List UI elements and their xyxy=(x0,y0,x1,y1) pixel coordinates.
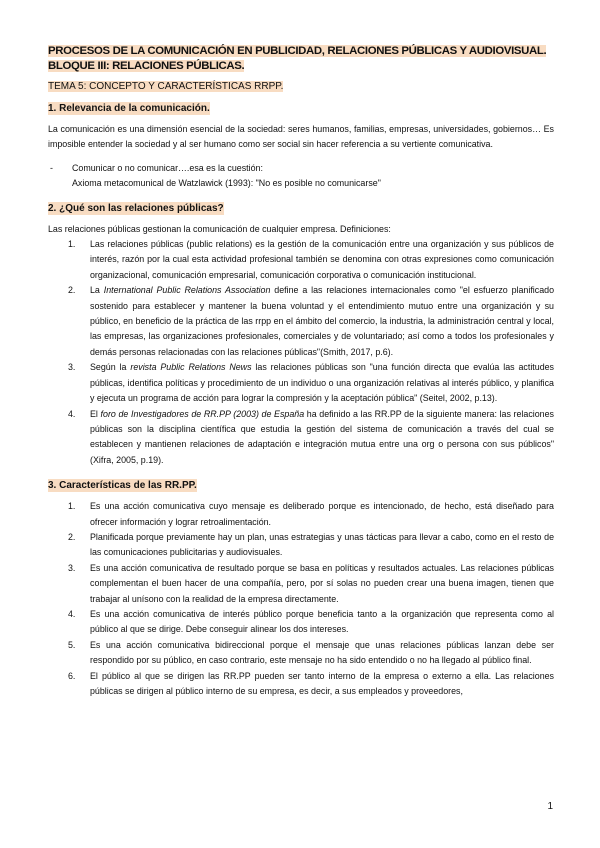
topic-heading xyxy=(48,80,554,93)
section-2-heading: 2. ¿Qué son las relaciones públicas? xyxy=(48,202,224,214)
list-item-number: 3. xyxy=(68,362,76,373)
title-line-1: PROCESOS DE LA COMUNICACIÓN EN PUBLICIDAD, RELACIONES PÚBLICAS Y AUDIOVISUAL. xyxy=(48,45,547,57)
list-item-text: Planificada porque previamente hay un plan, unas estrategias y unas tácticas para llevar a cabo, como en el resto de las comunicaciones publicitarias y audiovisuales. xyxy=(90,531,554,558)
bullet-marker: - xyxy=(50,162,53,173)
list-item-number: 1. xyxy=(68,239,76,250)
section-2 xyxy=(48,198,554,469)
list-item xyxy=(48,360,554,406)
italic-source: revista Public Relations News xyxy=(130,362,252,373)
list-item-text: Es una acción comunicativa de resultado porque se basa en políticas y resultados actuales. Las relaciones públicas complementan el buen hacer de una compañía, pero, por sí solas no pueden crear una buena imagen, tienen que trabajar al unísono con la realidad de la empresa directamente. xyxy=(90,562,554,604)
list-item xyxy=(48,669,554,700)
list-item-text: Es una acción comunicativa bidireccional porque el mensaje que unas relaciones públicas lanzan debe ser respondido por su público, en caso contrario, este mensaje no ha sido entendido o no ha llegado al público final. xyxy=(90,639,554,666)
bullet-line-1: Comunicar o no comunicar….esa es la cuestión: xyxy=(72,162,263,173)
list-item-text xyxy=(90,283,554,360)
list-item xyxy=(48,607,554,638)
list-item xyxy=(48,530,554,561)
text-body: define a las relaciones internacionales como "el esfuerzo planificado sostenido para establecer y mantener la buena voluntad y el entendimiento mutuo entre una organización y su público, en beneficio de la práctica de las rrpp en el ámbito del comercio, la industria, la administración central y local, las empresas, las organizaciones profesionales, comerciales y de voluntariado; así como a todos los profesionales y demás personas relacionadas con las relaciones públicas"(Smith, 2017, p.6). xyxy=(90,285,555,357)
text-lead: El xyxy=(90,408,98,419)
list-item-text: Es una acción comunicativa de interés público porque beneficia tanto a la organización que representa como al público al que se dirige. Debe conseguir alinear los dos intereses. xyxy=(90,608,554,635)
list-item-number: 2. xyxy=(68,531,76,542)
italic-source: foro de Investigadores de RR.PP (2003) de España xyxy=(100,408,305,419)
section-3-heading: 3. Características de las RR.PP. xyxy=(48,480,197,492)
definitions-list xyxy=(48,237,554,468)
text-lead: Según la xyxy=(90,362,127,373)
section-1 xyxy=(48,98,554,192)
list-item-number: 4. xyxy=(68,408,76,419)
text-body: ha definido a las RR.PP de la siguiente manera: las relaciones públicas son la disciplina científica que estudia la gestión del sistema de comunicación a través del cual se establecen y mantienen relaciones de adaptación e integración mutua entre una org o persona con sus públicos" (Xifra, 2005, p.19). xyxy=(90,408,554,465)
list-item-number: 1. xyxy=(68,501,76,512)
list-item-text xyxy=(90,360,554,406)
document-title xyxy=(48,44,554,74)
section-2-intro: Las relaciones públicas gestionan la comunicación de cualquier empresa. Definiciones: xyxy=(48,223,391,234)
list-item-number: 6. xyxy=(68,670,76,681)
text-lead: La xyxy=(90,285,100,296)
list-item-number: 5. xyxy=(68,639,76,650)
italic-source: International Public Relations Association xyxy=(103,285,271,296)
characteristics-list xyxy=(48,499,554,699)
list-item xyxy=(48,638,554,669)
list-item xyxy=(48,561,554,607)
section-1-paragraph: La comunicación es una dimensión esencial de la sociedad: seres humanos, familias, empresas, universidades, gobiernos… Es imposible entender la sociedad y al ser humano como ser social sin hacer referencia a su vertiente comunicativa. xyxy=(48,124,554,150)
page-content xyxy=(48,44,554,699)
section-3 xyxy=(48,475,554,699)
list-item xyxy=(48,407,554,469)
topic-heading-text: TEMA 5: CONCEPTO Y CARACTERÍSTICAS RRPP. xyxy=(48,81,284,92)
list-item-number: 2. xyxy=(68,285,76,296)
list-item-number: 4. xyxy=(68,608,76,619)
list-item xyxy=(48,237,554,283)
text-body: las relaciones públicas son "una función directa que evalúa las actitudes públicas, identifica políticas y procedimiento de un individuo o una organización relativas al interés público, y planifica y ejecuta un programa de acción para lograr la compresión y la aceptación pública" (Seitel, 2002, p.13). xyxy=(90,362,554,404)
list-item-number: 3. xyxy=(68,562,76,573)
bullet-line-2: Axioma metacomunical de Watzlawick (1993): "No es posible no comunicarse" xyxy=(72,178,381,189)
list-item xyxy=(48,499,554,530)
section-1-bullet xyxy=(50,161,554,192)
page-number: 1 xyxy=(547,801,553,812)
list-item-text: El público al que se dirigen las RR.PP pueden ser tanto interno de la empresa o externo a ella. Las relaciones públicas se dirigen al público interno de su empresa, es decir, a sus empleados y proveedores, xyxy=(90,670,554,696)
list-item xyxy=(48,283,554,360)
list-item-text xyxy=(90,407,554,469)
section-1-heading: 1. Relevancia de la comunicación. xyxy=(48,103,210,114)
list-item-text: Es una acción comunicativa cuyo mensaje es deliberado porque es intencionado, de hecho, está diseñado para ofrecer información y lograr retroalimentación. xyxy=(90,501,554,527)
title-line-2: BLOQUE III: RELACIONES PÚBLICAS. xyxy=(48,60,245,72)
list-item-text: Las relaciones públicas (public relations) es la gestión de la comunicación entre una organización y sus públicos de interés, razón por la cual esta actividad profesional también se denomina con otras expresiones como comunicación organizacional, comunicación empresarial, comunicación corporativa o comunicación institucional. xyxy=(90,239,554,280)
